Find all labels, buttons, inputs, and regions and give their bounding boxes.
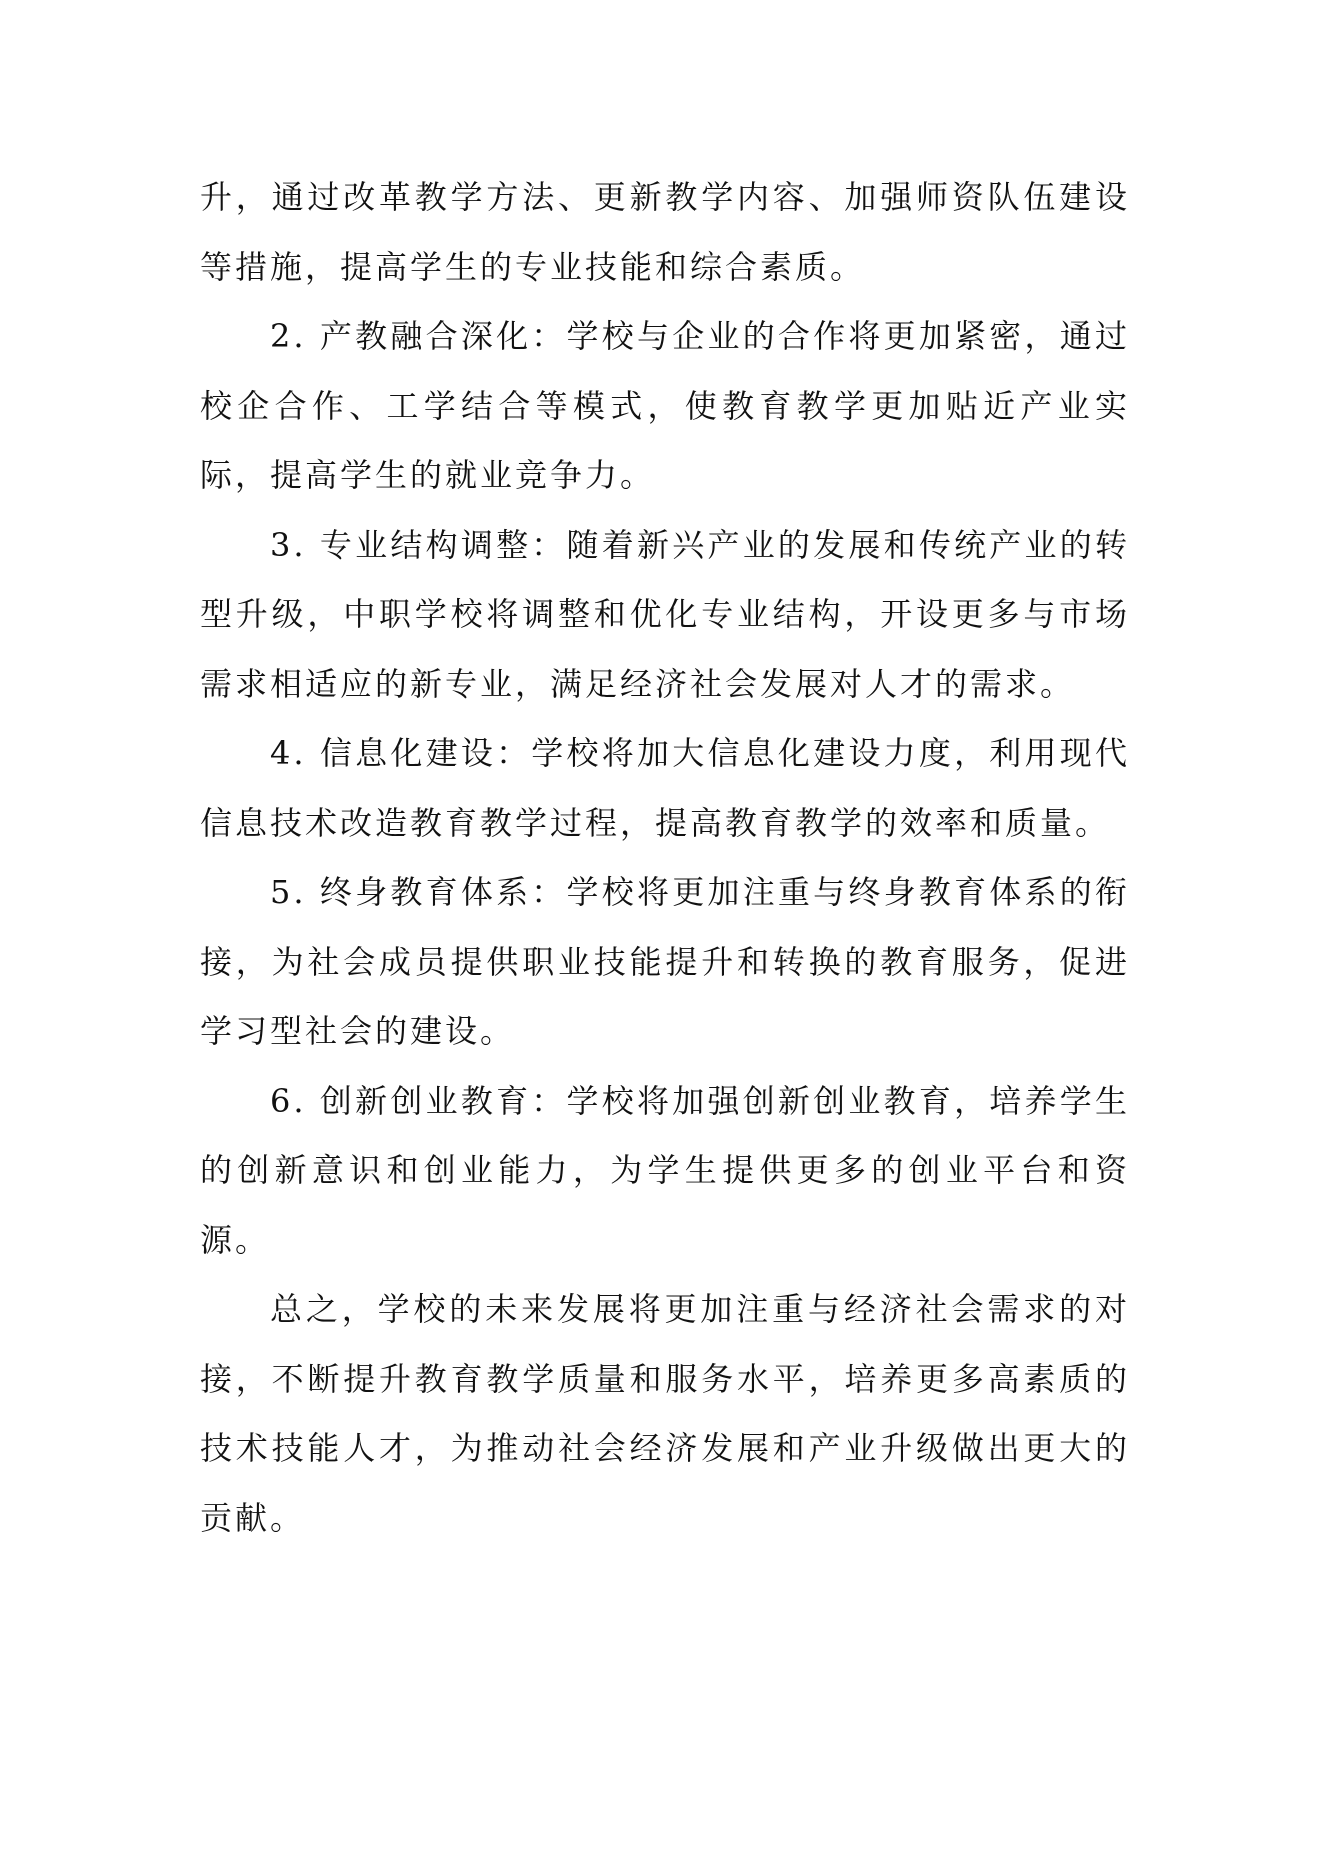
paragraph-item-2: 2. 产教融合深化：学校与企业的合作将更加紧密，通过校企合作、工学结合等模式，使教育教学更加贴近产业实际，提高学生的就业竞争力。 [200,317,1130,494]
paragraph-continuation: 升，通过改革教学方法、更新教学内容、加强师资队伍建设等措施，提高学生的专业技能和综合素质。 [200,178,1130,286]
paragraph-item-6: 6. 创新创业教育：学校将加强创新创业教育，培养学生的创新意识和创业能力，为学生提供更多的创业平台和资源。 [200,1081,1130,1259]
paragraph-item-5: 5. 终身教育体系：学校将更加注重与终身教育体系的衔接，为社会成员提供职业技能提升和转换的教育服务，促进学习型社会的建设。 [200,873,1130,1050]
document-body [200,163,1130,1553]
paragraph-item-4: 4. 信息化建设：学校将加大信息化建设力度，利用现代信息技术改造教育教学过程，提高教育教学的效率和质量。 [200,734,1130,842]
paragraph-conclusion: 总之，学校的未来发展将更加注重与经济社会需求的对接，不断提升教育教学质量和服务水平，培养更多高素质的技术技能人才，为推动社会经济发展和产业升级做出更大的贡献。 [200,1290,1130,1537]
paragraph-item-3: 3. 专业结构调整：随着新兴产业的发展和传统产业的转型升级，中职学校将调整和优化专业结构，开设更多与市场需求相适应的新专业，满足经济社会发展对人才的需求。 [200,525,1130,703]
